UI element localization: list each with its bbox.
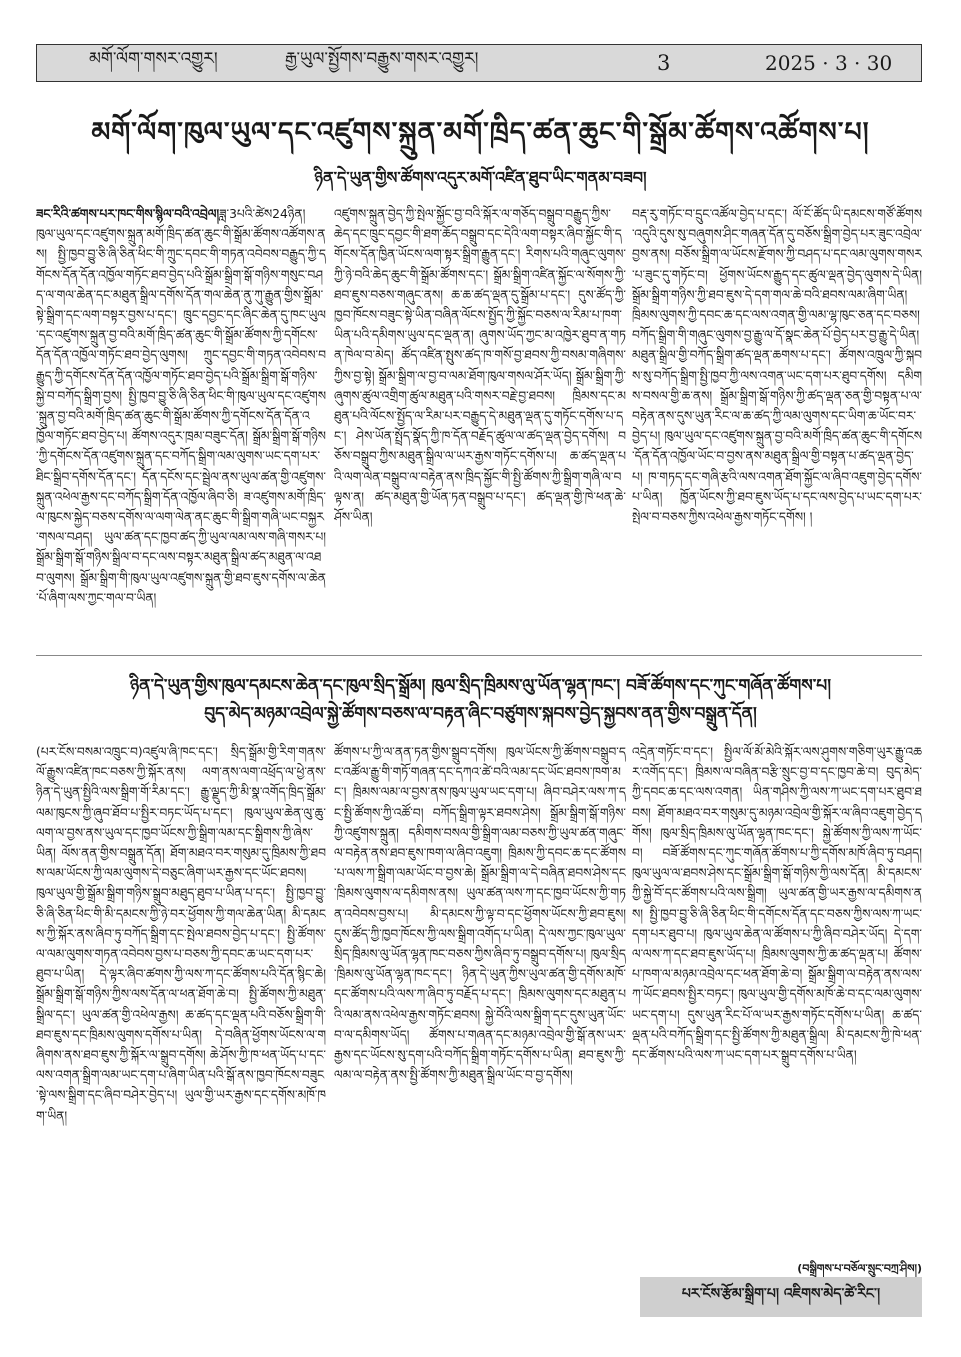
article2-column-2 — [334, 742, 626, 1346]
article2-headline-line2: བུད་མེད་མཉམ་འབྲེལ་སྐྱེ་ཚོགས་བཅས་ལ་བརྟན་ཞིང་བཙུགས་སྐབས་བྱེད་སྐྱབས་ནན་གྱིས་བསྒྲུན་དོན། — [204, 704, 757, 724]
section-name: རྒྱ་ཡུལ་སྤྱོགས་བརྒྱུས་གསར་འགྱུར། — [285, 49, 479, 69]
article1-col1-text: ཟླ་3པའི་ཚེས24ཉིན། ཁུལ་ཡུལ་དང་འཛུགས་སྐྲུན་མགོ་ཁྲིད་ཚན་ཆུང་གི་སྒྲོམ་ཚོགས་འཚོགས་ནས། སྤྱི་ཁྱབ་བྱུ་ཅི་ཞི་ཅིན་ཕིང་གི་ཀྲུང་དབང་གི་གཏན་འབེབས་བརྒྱུད་ཀྱི་དགོངས་དོན་དོན་འཁྱོལ་གཏོང་ཐབ་བྱེད་པའི་སྒྲོམ་སྒྲིག་སྒོ་གཉིས་གསུང་བཤད་ལ་གལ་ཆེན་དང་མཐུན་སྒྲིལ་དགོས་དོན་གལ་ཆེན་ནུ་ཀུ་རྒྱུན་གྱིས་སྒྲོམ་སྟེ་སྒྲིག་དང་ལག་བསྟར་བྱས་པ་དང་། ཁྲུང་དབྱང་དང་ཞིང་ཆེན་དུ་ཁང་ཡུལ་དང་འཛུགས་སྐྲུན་བྱ་བའི་མགོ་ཁྲིད་ཚན་ཆུང་གི་སྒྲོམ་ཚོགས་ཀྱི་དགོངས་དོན་དོན་འཁྱོལ་གཏོང་ཐབ་བྱེད་ལུགས། ཀྲུང་དབྱང་གི་གཏན་འབེབས་བརྒྱུད་ཀྱི་དགོངས་དོན་དོན་འཁྱོལ་གཏོང་ཐབ་བྱེད་པའི་སྒྲོམ་སྒྲིག་སྒོ་གཉིས་སྐྱེ་བ་བཀོད་སྒྲིག་བྱས། སྤྱི་ཁྱབ་བྱུ་ཅི་ཞི་ཅིན་ཕིང་གི་ཁུལ་ཡུལ་དང་འཛུགས་སྐྲུན་བྱ་བའི་མགོ་ཁྲིད་ཚན་ཆུང་གི་སྒྲོམ་ཚོགས་ཀྱི་དགོངས་དོན་དོན་འཁྱོལ་གཏོང་ཐབ་བྱེད་པ། ཚོགས་འདུར་ཁྲམ་བཟུང་དོན། སྒྲོམ་སྒྲིག་སྒོ་གཉིས་ཀྱི་དགོངས་དོན་འཛུགས་སྐྲུན་དང་བཀོད་སྒྲིག་ལམ་ལུགས་ཡང་དག་པར་ཐིང་སྒྲིབ་དགོས་དོན་དང་། དོན་དངོས་དང་སྦྲེལ་ནས་ཡུལ་ཚན་གྱི་འཛུགས་སྐྲུན་འཕེལ་རྒྱས་དང་བཀོད་སྒྲིག་དོན་འཁྱོལ་ཞིབ་ཅི། ཟ་འཛུགས་མགོ་ཁྲིད་ལ་ཁུངས་སྐྱེད་བཅས་དགོས་ལ་ལག་ལེན་ནང་ཆུང་གི་སྒྲིག་གཞི་ཡང་བསྐྱར་གསལ་བཤད། ཡུལ་ཚན་དང་ཁྱབ་ཚད་ཀྱི་ཡུལ་ལམ་ལས་གཞི་གསར་པ། སྒྲོམ་སྒྲིག་སྒོ་གཉིས་སྒྲིལ་བ་དང་ལས་བསྟར་མཐུན་སྒྲིལ་ཚད་མཐུན་ལ་འཐབ་ལུགས། སྒྲོམ་སྒྲིག་གི་ཁུལ་ཡུལ་འཛུགས་སྐྲུན་གྱི་ཐབ་ཇུས་དགོས་ལ་ཆེན་པོ་ཞིག་ལས་ཀྱང་གལ་བ་ཡིན། — [36, 207, 326, 605]
article2-column-3 — [632, 742, 922, 1256]
article2-author: (བསྒྲིགས་པ་བཅོལ་སྲུང་བཀྲ་ཤིས།) — [797, 1262, 922, 1275]
article2-col1-text: (པར་ངོས་བསམ་འཁྲུང་བ)འཛུལ་ཞི་ཁང་དང་། སྲིད་སྒྲོམ་གྱི་རིག་གནས་ལོ་རྒྱུས་འཛིན་ཁང་བཅས་ཀྱི་སྐོར་ནས། ལག་ནས་ལག་འཕྲོད་ལ་ཕྱེ་ནས་ཉིན་དེ་ཡུན་སྤྱིའི་ལས་སྒྲིག་གོ་རིམ་དང་། རྒྱུ་ལྗུད་ཀྱི་མི་སྣ་འགོད་ཁྲིད་སྒྲོམ་ལམ་ཁུངས་ཀྱི་ཞུབ་ཐོབ་པ་སྤྱིར་བཏང་ཡོད་པ་དང་། ཁུལ་ཡུལ་ཆེན་ལུ་ཆུ་ལག་ལ་བྱས་ནས་ཡུལ་དང་ཁྱབ་ཡོངས་ཀྱི་སྒྲིག་ལམ་དང་སྒྲིགས་ཀྱི་ཞེས་ཡིན། ལོས་ནན་གྱིས་བསྒྲུན་དོན། ཐོག་མཐའ་བར་གསུམ་དུ་ཁྲིམས་ཀྱི་ཐབས་ལམ་ཡོངས་ཀྱི་ལམ་ལུགས་དེ་བཅུང་ཞིག་ཡར་རྒྱས་དང་ཡོང་ཐབས། ཁུལ་ཡུལ་གྱི་སྒྲོམ་སྒྲིག་གཉིས་སྒྲུབ་མཐུད་ཐུབ་པ་ཡིན་པ་དང་། སྤྱི་ཁྱབ་བྱུ་ཅི་ཞི་ཅིན་ཕིང་གི་མི་དམངས་ཀྱི་ཉེ་བར་ཕྱོགས་ཀྱི་གལ་ཆེན་ཡིན། མི་དམངས་ཀྱི་སྐོར་ནས་ཞིབ་ཏུ་བཀོད་སྒྲིག་དང་སྤེལ་ཐབས་བྱེད་པ་དང་། སྤྱི་ཚོགས་ལ་ལམ་ལུགས་གཏན་འབེབས་བྱས་པ་བཅས་ཀྱི་དབང་ཆ་ཡང་དག་པར་ཐུབ་པ་ཡིན། དེ་ལྟར་ཞིབ་ཚགས་ཀྱི་ལས་ཀ་དང་ཚོགས་པའི་དོན་སྙིང་ཆེ། སྒྲོམ་སྒྲིག་སྒོ་གཉིས་ཀྱིས་ལས་དོན་ལ་ཕན་ཐོག་ཆེ་བ། སྤྱི་ཚོགས་ཀྱི་མཐུན་སྒྲིལ་དང་། ཡུལ་ཚན་གྱི་འཕེལ་རྒྱས། ཆ་ཚད་དང་ལྡན་པའི་བཅོས་སྒྲིག་གི་ཐབ་ཇུས་དང་ཁྲིམས་ལུགས་དགོས་པ་ཡིན། དེ་བཞིན་ཕྱོགས་ཡོངས་ལ་གཞིགས་ནས་ཐབ་ཇུས་ཀྱི་སྐོར་ལ་སྒྲུབ་དགོས། ཆེ་ཤོས་ཀྱི་ཁ་ཕན་ཡོད་པ་དང་ལས་འགན་སྒྲིག་ལམ་ཡང་དག་པ་ཞིག་ཡིན་པའི་སྒོ་ནས་ཁྱབ་ཁོངས་བཟུང་སྟེ་ལས་སྒྲིག་དང་ཞིབ་བཤེར་བྱེད་པ། ཡུལ་གྱི་ཡར་རྒྱས་དང་དགོས་མཁོ་ཁག་ཡིན། — [36, 745, 326, 1123]
article1-column-2 — [334, 204, 626, 644]
newspaper-name: མགོ་ལོག་གསར་འགྱུར། — [89, 49, 218, 69]
page-header — [36, 44, 922, 82]
section-divider — [36, 655, 922, 656]
issue-date: 2025 · 3 · 30 — [765, 51, 893, 75]
article2-col2-text: ཚོགས་པ་ཀྱི་ལ་ནན་ཏན་གྱིས་སྒྲུབ་དགོས། ཁུལ་ཡོངས་ཀྱི་ཚོགས་བསྒྲུབ་དང་འཚོལ་རྒྱུ་གི་གཏོ་གཞན་དང་དཀའ་ཚེ་བའི་ལམ་དང་ཡོང་ཐབས་ཁག་མང་། ཁྲིམས་ལམ་ལ་བྱས་ནས་ཁུལ་ཡུལ་ཡང་དག་པ། ཞིབ་བཤེར་ལས་ཀ་དང་སྤྱི་ཚོགས་ཀྱི་འཚོ་བ། བཀོད་སྒྲིག་ལྟར་ཐབས་ཤེས། སྒྲོམ་སྒྲིག་སྒོ་གཉིས་ཀྱི་འཛུགས་སྐྲུན། དམིགས་བསལ་གྱི་སྒྲིག་ལམ་བཅས་ཀྱི་ཡུལ་ཚན་གཞུང་ལ་བརྟེན་ནས་ཐབ་ཇུས་ཁག་ལ་ཞིབ་འཇུག། ཁྲིམས་ཀྱི་དབང་ཆ་དང་ཚོགས་པ་ལས་ཀ་སྒྲིག་ལམ་ཡོང་བ་བྱས་ཆེ། སྒྲོམ་སྒྲིག་ལ་དེ་བཞིན་ཐབས་ཤེས་དང་ཁྲིམས་ལུགས་ལ་དམིགས་ནས། ཡུལ་ཚན་ལས་ཀ་དང་ཁྱབ་ཡོངས་ཀྱི་གཏན་འབེབས་བྱས་པ། མི་དམངས་ཀྱི་ལྟ་བ་དང་ཕྱོགས་ཡོངས་ཀྱི་ཐབ་ཇུས། དུས་ཚོད་ཀྱི་ཁྱབ་ཁོངས་ཀྱི་ལས་སྒྲིག་འགོད་པ་ཡིན། དེ་ལས་ཀྱང་ཁུལ་ཡུལ་སྲིད་ཁྲིམས་ལུ་ཡོན་ལྷན་ཁང་བཅས་ཀྱིས་ཞིབ་ཏུ་བསྒྲུབ་དགོས་པ། ཁུལ་སྲིད་ཁྲིམས་ལུ་ཡོན་ལྷན་ཁང་དང་། ཉིན་དེ་ཡུན་ཀྱིས་ཡུལ་ཚན་གྱི་དགོས་མཁོ་དང་ཚོགས་པའི་ལས་ཀ་ཞིབ་ཏུ་བརྗོད་པ་དང་། ཁྲིམས་ལུགས་དང་མཐུན་པའི་ལམ་ནས་འཕེལ་རྒྱས་གཏོང་ཐབས། སྐྱེ་བོའི་ལས་སྒྲིག་དང་དུས་ཡུན་ཡོང་བ་ལ་དམིགས་ཡོད། ཚོགས་པ་གཞན་དང་མཉམ་འབྲེལ་གྱི་སྒོ་ནས་ཡར་རྒྱས་དང་ཡོངས་སུ་དག་པའི་བཀོད་སྒྲིག་གཏོང་དགོས་པ་ཡིན། ཐབ་ཇུས་ཀྱི་ལམ་ལ་བརྟེན་ནས་སྤྱི་ཚོགས་ཀྱི་མཐུན་སྒྲིལ་ཡོང་བ་བྱ་དགོས། — [334, 745, 626, 1083]
article1-lead: ཟང་རིའི་ཚགས་པར་ཁང་གིས་སྙིལ་བའི་འབྲེལ། — [36, 207, 220, 221]
page-editor-box: པར་ངོས་རྩོམ་སྒྲིག་པ། འཇིགས་མེད་ཚེ་རིང་། — [640, 1277, 922, 1317]
article1-col2-text: འཛུགས་སྐྲུན་བྱེད་ཀྱི་སྤེལ་སྐྱོང་བྱ་བའི་སྐོར་ལ་གཅོད་བསྒྲུབ་བརྒྱུད་ཀྱིས་ཆེད་དང་ཁྲུང་དབྱང་གི་ཐག་ཆོད་བསྒྲུབ་དང་དེའི་ལག་བསྟར་ཞིབ་སྐྱོང་གི་དགོངས་དོན་ཁྱིན་ཡོངས་ལག་སྟར་སྒྲིག་རྒྱུན་དང་། རིགས་པའི་གཞུང་ལུགས་ཀྱི་ཉེ་བའི་ཆེད་ཆུང་གི་སྒྲོམ་ཚོགས་དང་། སྒྲོམ་སྒྲིག་འཛིན་སྐྱོང་ལ་སོགས་ཀྱི་ཐབ་ཇུས་བཅས་གཞུང་ནས། ཆ་ཆ་ཚད་ལྡན་དུ་སྒྲོམ་པ་དང་། དུས་ཚོད་ཀྱི་ཁྱབ་ཁོངས་བཟུང་སྟེ་ཡིན་བཞིན་ལོངས་སྤྱོད་ཀྱི་སྐྱོང་བཅས་ལ་རིམ་པ་ཁག་ཡིན་པའི་དམིགས་ཡུལ་དང་ལྡན་ན། ཞུགས་ཡོད་ཀྱང་མ་འཁྱེར་ཐུབ་ན་གཏན་ཁེལ་བ་མེད། ཚོད་འཛིན་སྤུས་ཚད་ཁ་གསོ་བྱ་ཐབས་ཀྱི་བསམ་གཞིགས་ཀྱིས་བྱ་སྟེ། སྒྲོམ་སྒྲིག་ལ་བྱ་བ་ལམ་ཐོག་ཁུལ་གསལ་ཤོར་ཡོད། སྒྲོམ་སྒྲིག་ཀྱི་ཞུགས་ཚུལ་འགྲིག་ཚུལ་མཐུན་པའི་གསར་བརྗེ་བྱ་ཐབས། ཁྲིམས་དང་མཐུན་པའི་ལོངས་སྤྱོད་ལ་རིམ་པར་བརྒྱུད་དེ་མཐུན་ལྡན་དུ་གཏོང་དགོས་པ་དང་། ཤེས་ཡོན་སྤྲོད་སྣོད་ཀྱི་ཁ་དོན་བརྗོད་ཚུལ་ལ་ཚད་ལྡན་བྱེད་དགོས། བཅོས་བསྒྲུབ་ཀྱིས་མཐུན་སྒྲིལ་ལ་ཡར་རྒྱས་གཏོང་དགོས་པ། ཆ་ཚད་ལྡན་པའི་ལག་ལེན་བསྒྲུབ་ལ་བརྟེན་ནས་ཁྲིད་སྐྱོང་གི་སྤྱི་ཚོགས་ཀྱི་སྒྲིག་གཞི་ལ་བལྟས་ན། ཚད་མཐུན་གྱི་ཡོན་ཏན་བསྒྲུབ་པ་དང་། ཚད་ལྡན་གྱི་ཁེ་ཕན་ཆེ་ཤོས་ཡིན། — [334, 207, 626, 525]
article2-column-1 — [36, 742, 326, 1346]
article1-col3-text: བརྡ་རུ་གཏོང་བ་དྲུང་འཚོལ་བྱེད་པ་དང་། ལོ་ངོ་ཚོད་ཡི་དམངས་གཙོ་ཚོགས་འདུའི་དུས་སུ་བཞུགས་ཤིང་གཞན་དོན་དུ་བཅོས་སྒྲིག་བྱེད་པར་ཟུང་འབྲེལ་བྱས་ནས། བཅོས་སྒྲིག་ལ་ཡོངས་རྫོགས་ཀྱི་བཤད་པ་དང་ལམ་ལུགས་གསར་པ་ཟུང་དུ་གཏོང་བ། ཕྱོགས་ཡོངས་རྒྱུད་དང་ཚུལ་ལྡན་བྱེད་ལུགས་དེ་ཡིན། སྒྲོམ་སྒྲིག་གཉིས་ཀྱི་ཐབ་ཇུས་དེ་དག་གལ་ཆེ་བའི་ཐབས་ལམ་ཞིག་ཡིན། ཁྲིམས་ལུགས་ཀྱི་དབང་ཆ་དང་ལས་འགན་གྱི་ལམ་ལྷ་ཁུང་ཅན་དང་བཅས། བཀོད་སྒྲིག་གི་གཞུང་ལུགས་བྱ་རྒྱུ་ལ་དོ་སྣང་ཆེན་པོ་བྱེད་པར་བྱ་རྒྱུ་དེ་ཡིན། མཐུན་སྒྲིལ་གྱི་བཀོད་སྒྲིག་ཚད་ལྡན་ཆགས་པ་དང་། ཚོགས་འཁྲུལ་ཀྱི་སྐབས་སུ་བཀོད་སྒྲིག་སྤྱི་ཁྱབ་ཀྱི་ལས་འགན་ཡང་དག་པར་ཐུབ་དགོས། དམིགས་བསལ་གྱི་ཆ་ནས། སྒྲོམ་སྒྲིག་སྒོ་གཉིས་ཀྱི་ཚད་ལྡན་ཅན་གྱི་བསྟན་པ་ལ་བརྟེན་ནས་དུས་ཡུན་རིང་ལ་ཆ་ཚད་ཀྱི་ལམ་ལུགས་དང་ཡིག་ཆ་ཡོང་བར་བྱེད་པ། ཁུལ་ཡུལ་དང་འཛུགས་སྐྲུན་བྱ་བའི་མགོ་ཁྲིད་ཚན་ཆུང་གི་དགོངས་དོན་དོན་འཁྱོལ་ཡོང་བ་བྱས་ནས་མཐུན་སྒྲིལ་གྱི་བསྟན་པ་ཚད་ལྡན་བྱེད་པ། ཁ་གཏད་དང་གཞི་རྩའི་ལས་འགན་ཐོག་སྐྱོང་ལ་ཞིབ་འཇུག་བྱེད་དགོས་པ་ཡིན། ཁྱོན་ཡོངས་ཀྱི་ཐབ་ཇུས་ཡོད་པ་དང་ལས་བྱེད་པ་ཡང་དག་པར་སྤེལ་བ་བཅས་ཀྱིས་འཕེལ་རྒྱས་གཏོང་དགོས། ། — [632, 207, 922, 525]
page-number: 3 — [657, 51, 671, 75]
article1-headline: མགོ་ལོག་ཁུལ་ཡུལ་དང་འཛུགས་སྐྲུན་མགོ་ཁྲིད་ཚན་ཆུང་གི་སྒྲོམ་ཚོགས་འཚོགས་པ། — [91, 117, 870, 148]
article2-col3-text: འདྲེན་གཏོང་བ་དང་། སྤྱིལ་ལོ་མོ་མེའི་སྐོར་ལས་ཤུགས་གཅིག་ཡུར་རྒྱུ་འཆར་འགོད་དང་། ཁྲིམས་ལ་བཞིན་བརྩི་སྲུང་བྱ་བ་དང་ཁྱབ་ཆེ་བ། བུད་མེད་ཀྱི་དབང་ཆ་དང་ལས་འགན། ཡིན་གཤིས་ཀྱི་ལས་ཀ་ཡང་དག་པར་ཐུབ་ཐབས། ཐོག་མཐའ་བར་གསུམ་དུ་མཉམ་འབྲེལ་གྱི་སྐོར་ལ་ཞིབ་འཇུག་བྱེད་དགོས། ཁུལ་སྲིད་ཁྲིམས་ལུ་ཡོན་ལྷན་ཁང་དང་། སྐྱེ་ཚོགས་ཀྱི་ལས་ཀ་ཡོང་བ། བཟོ་ཚོགས་དང་ཀུང་གཞོན་ཚོགས་པ་ཀྱི་དགོས་མཁོ་ཞིབ་ཏུ་བཤད། ཁུལ་ཡུལ་ལ་ཐབས་ཤེས་དང་སྒྲོམ་སྒྲིག་སྒོ་གཉིས་ཀྱི་ལས་དོན། མི་དམངས་ཀྱི་སྐྱེ་བོ་དང་ཚོགས་པའི་ལས་སྒྲིག། ཡུལ་ཚན་གྱི་ཡར་རྒྱས་ལ་དམིགས་ནས། སྤྱི་ཁྱབ་བྱུ་ཅི་ཞི་ཅིན་ཕིང་གི་དགོངས་དོན་དང་བཅས་ཀྱིས་ལས་ཀ་ཡང་དག་པར་ཐུབ་པ། ཁུལ་ཡུལ་ཆེན་ལ་ཚོགས་པ་ཀྱི་ཞིབ་བཤེར་ཡོད། དེ་དག་ལ་ལས་ཀ་དང་ཐབ་ཇུས་ཡོད་པ། ཁྲིམས་ལུགས་ཀྱི་ཆ་ཚད་ལྡན་པ། ཚོགས་པ་ཁག་ལ་མཉམ་འབྲེལ་དང་ཕན་ཐོག་ཆེ་བ། སྒྲོམ་སྒྲིག་ལ་བརྟེན་ནས་ལས་ཀ་ཡོང་ཐབས་སྤྱིར་བཏང་། ཁུལ་ཡུལ་གྱི་དགོས་མཁོ་ཆེ་བ་དང་ལམ་ལུགས་ཡང་དག་པ། དུས་ཡུན་རིང་པོ་ལ་ཡར་རྒྱས་གཏོང་དགོས་པ་ཡིན། ཆ་ཚད་ལྡན་པའི་བཀོད་སྒྲིག་དང་སྤྱི་ཚོགས་ཀྱི་མཐུན་སྒྲིལ། མི་དམངས་ཀྱི་ཁེ་ཕན་དང་ཚོགས་པའི་ལས་ཀ་ཡང་དག་པར་སྒྲུབ་དགོས་པ་ཡིན། — [632, 745, 922, 1063]
article1-column-1 — [36, 204, 326, 644]
article2-headline-line1: ཉིན་དེ་ཡུན་གྱིས་ཁུལ་དམངས་ཆེན་དང་ཁུལ་སྲིད་སྒྲོམ། ཁུལ་སྲིད་ཁྲིམས་ལུ་ཡོན་ལྷན་ཁང་། བཟོ་ཚོགས་དང་ཀུང་གཞོན་ཚོགས་པ། — [130, 676, 831, 696]
article1-subheadline: ཉིན་དེ་ཡུན་གྱིས་ཚོགས་འདུར་མགོ་འཛིན་ཐུབ་ཡིང་གནམ་བཟབ། — [314, 168, 647, 187]
article1-column-3 — [632, 204, 922, 644]
